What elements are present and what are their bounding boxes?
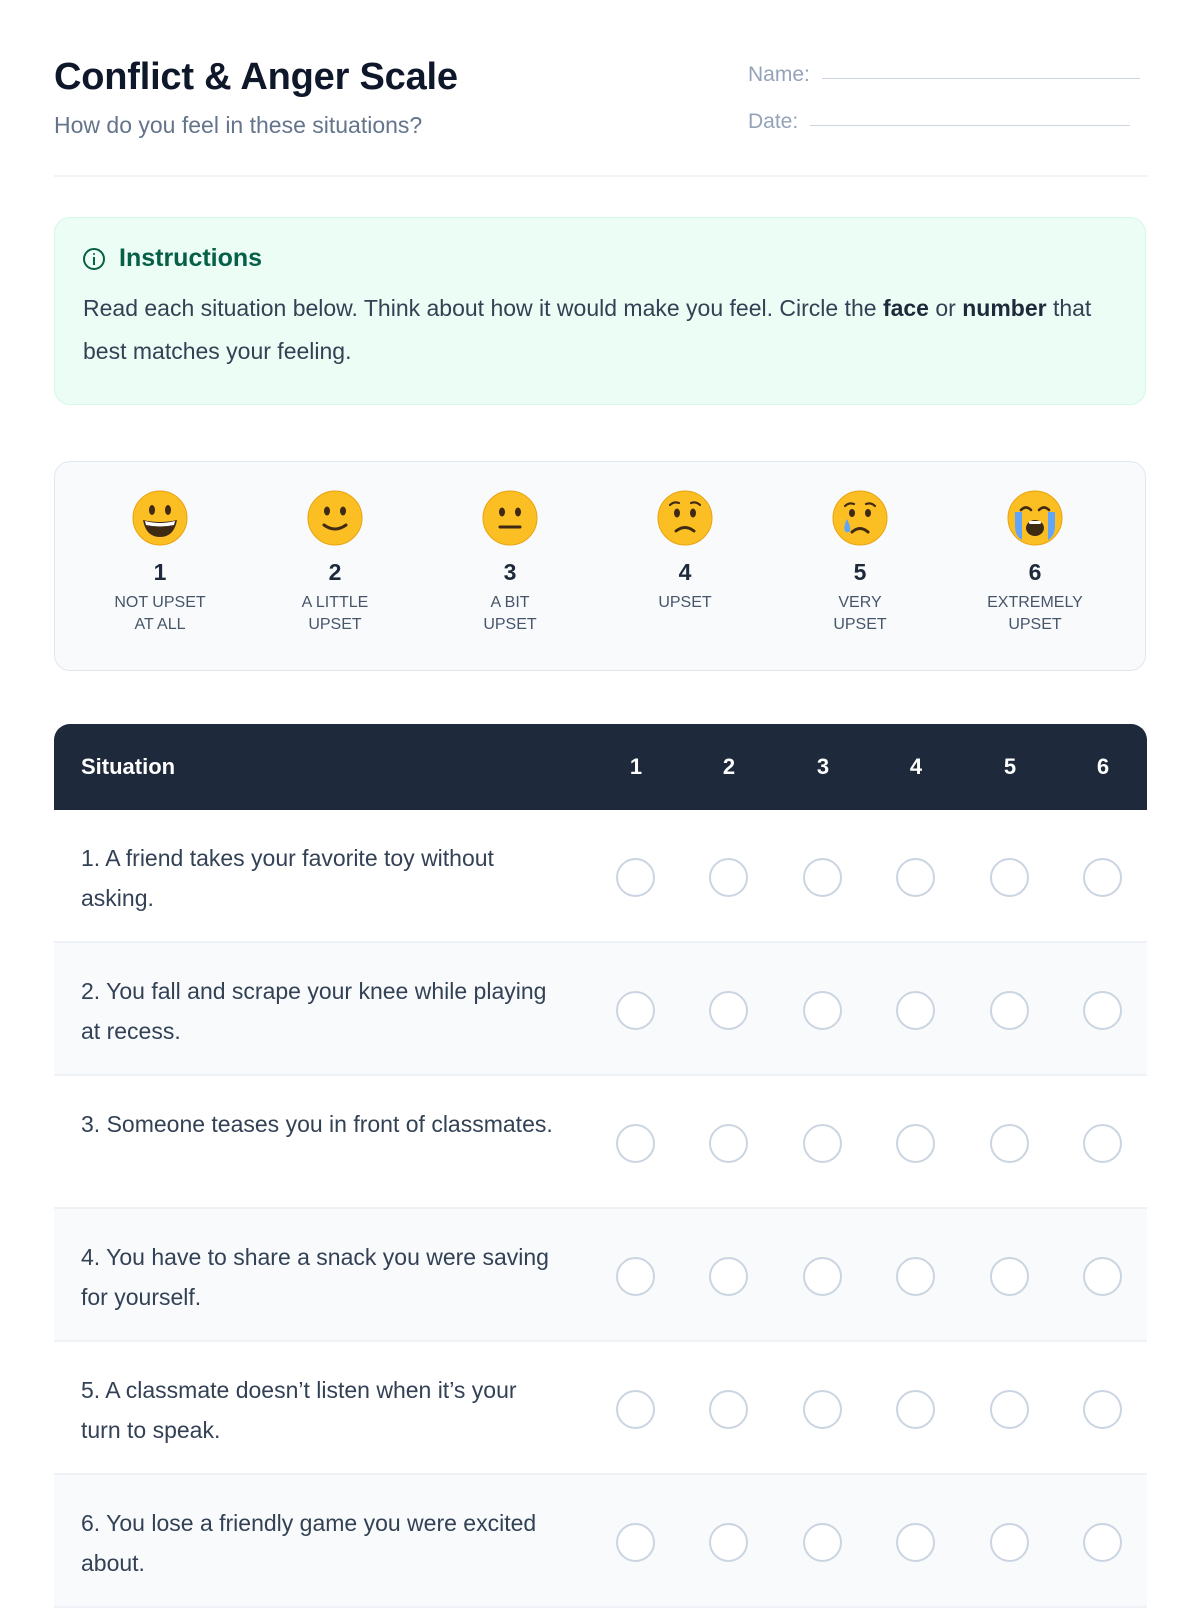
scale-label-line: UPSET: [658, 594, 712, 611]
table-row: [54, 1209, 1147, 1342]
scale-label-line: NOT UPSET: [114, 594, 206, 611]
rating-radio-1[interactable]: [616, 1124, 655, 1163]
rating-radio-3[interactable]: [803, 1390, 842, 1429]
rating-radio-1[interactable]: [616, 1257, 655, 1296]
rating-radio-4[interactable]: [896, 1257, 935, 1296]
rating-radio-1[interactable]: [616, 858, 655, 897]
instructions-text-part: Read each situation below. Think about how it would make you feel. Circle the: [83, 295, 883, 321]
column-header-situation: Situation: [81, 754, 176, 779]
scale-label-line: EXTREMELY: [987, 594, 1083, 611]
column-header-6: 6: [1096, 754, 1110, 779]
scale-label: [605, 592, 765, 614]
rating-radio-3[interactable]: [803, 1523, 842, 1562]
scale-number: 1: [153, 559, 167, 585]
scale-label-line: AT ALL: [134, 616, 186, 633]
scale-label-line: VERY: [838, 594, 882, 611]
rating-radio-5[interactable]: [990, 858, 1029, 897]
situation-text: 5. A classmate doesn’t listen when it’s your turn to speak.: [81, 1377, 517, 1443]
column-header-5: 5: [1003, 754, 1017, 779]
scale-label-line: A BIT: [490, 594, 530, 611]
situations-table: [54, 724, 1147, 1608]
scale-label-line: A LITTLE: [301, 594, 369, 611]
instructions-text-part: or: [928, 295, 963, 321]
scale-number: 6: [1028, 559, 1042, 585]
page-subtitle: How do you feel in these situations?: [54, 112, 423, 138]
scale-item-5[interactable]: [780, 490, 940, 636]
name-label: Name:: [748, 63, 810, 86]
scale-label-line: UPSET: [1008, 616, 1062, 633]
rating-radio-2[interactable]: [709, 1523, 748, 1562]
situation-text: 3. Someone teases you in front of classmates.: [81, 1111, 553, 1137]
rating-radio-4[interactable]: [896, 1390, 935, 1429]
situation-text: 6. You lose a friendly game you were excited about.: [81, 1510, 537, 1576]
scale-number: 5: [853, 559, 867, 585]
rating-radio-3[interactable]: [803, 991, 842, 1030]
date-label: Date:: [748, 110, 799, 133]
info-icon: [83, 248, 105, 270]
rating-radio-2[interactable]: [709, 1124, 748, 1163]
column-header-1: 1: [629, 754, 643, 779]
rating-radio-2[interactable]: [709, 858, 748, 897]
rating-radio-4[interactable]: [896, 991, 935, 1030]
rating-radio-5[interactable]: [990, 1523, 1029, 1562]
rating-radio-2[interactable]: [709, 1257, 748, 1296]
scale-number: 4: [678, 559, 692, 585]
rating-radio-5[interactable]: [990, 991, 1029, 1030]
instructions-title: Instructions: [119, 244, 263, 272]
scale-number: 3: [503, 559, 517, 585]
scale-item-2[interactable]: [255, 490, 415, 636]
table-row: [54, 810, 1147, 943]
rating-radio-1[interactable]: [616, 1523, 655, 1562]
scale-label-line: UPSET: [833, 616, 887, 633]
rating-radio-3[interactable]: [803, 1124, 842, 1163]
instructions-box: [54, 217, 1146, 405]
table-header: [54, 724, 1147, 810]
rating-radio-5[interactable]: [990, 1124, 1029, 1163]
situation-text: 2. You fall and scrape your knee while playing at recess.: [81, 978, 547, 1044]
table-row: [54, 943, 1147, 1076]
scale-label: [80, 592, 240, 636]
column-header-3: 3: [816, 754, 830, 779]
table-row: [54, 1342, 1147, 1475]
scale-item-4[interactable]: [605, 490, 765, 614]
instructions-text-part: that best matches your feeling.: [83, 295, 1092, 364]
table-row: [54, 1076, 1147, 1209]
rating-radio-1[interactable]: [616, 991, 655, 1030]
name-field[interactable]: [748, 63, 1140, 87]
rating-radio-5[interactable]: [990, 1390, 1029, 1429]
scale-item-3[interactable]: [430, 490, 590, 636]
rating-radio-4[interactable]: [896, 1523, 935, 1562]
neutral-face-icon: [482, 490, 538, 546]
instructions-text: [83, 287, 1117, 373]
header-divider: [54, 175, 1148, 177]
date-field[interactable]: [748, 110, 1130, 134]
rating-radio-4[interactable]: [896, 858, 935, 897]
instructions-bold-number: number: [962, 295, 1047, 321]
column-header-4: 4: [909, 754, 923, 779]
table-row: [54, 1475, 1147, 1608]
page-title: Conflict & Anger Scale: [54, 56, 458, 98]
rating-radio-6[interactable]: [1083, 1124, 1122, 1163]
rating-radio-4[interactable]: [896, 1124, 935, 1163]
slightly-smiling-face-icon: [307, 490, 363, 546]
crying-face-icon: [832, 490, 888, 546]
rating-scale-legend: [54, 461, 1146, 671]
scale-label-line: UPSET: [308, 616, 362, 633]
situation-text: 1. A friend takes your favorite toy without asking.: [81, 845, 494, 911]
scale-label: [955, 592, 1115, 636]
rating-radio-6[interactable]: [1083, 991, 1122, 1030]
scale-item-1[interactable]: [80, 490, 240, 636]
scale-label: [430, 592, 590, 636]
scale-label: [255, 592, 415, 636]
worried-face-icon: [657, 490, 713, 546]
rating-radio-1[interactable]: [616, 1390, 655, 1429]
scale-label-line: UPSET: [483, 616, 537, 633]
scale-item-6[interactable]: [955, 490, 1115, 636]
instructions-bold-face: face: [882, 295, 929, 321]
rating-radio-3[interactable]: [803, 858, 842, 897]
rating-radio-6[interactable]: [1083, 1523, 1122, 1562]
rating-radio-2[interactable]: [709, 1390, 748, 1429]
rating-radio-3[interactable]: [803, 1257, 842, 1296]
date-line[interactable]: [810, 125, 1130, 126]
instructions-header: [83, 244, 1117, 273]
loudly-crying-face-icon: [1007, 490, 1063, 546]
rating-radio-2[interactable]: [709, 991, 748, 1030]
name-line[interactable]: [822, 78, 1140, 79]
rating-radio-6[interactable]: [1083, 1257, 1122, 1296]
rating-radio-6[interactable]: [1083, 858, 1122, 897]
rating-radio-6[interactable]: [1083, 1390, 1122, 1429]
grinning-face-icon: [132, 490, 188, 546]
scale-label: [780, 592, 940, 636]
rating-radio-5[interactable]: [990, 1257, 1029, 1296]
situation-text: 4. You have to share a snack you were saving for yourself.: [81, 1244, 549, 1310]
scale-number: 2: [328, 559, 342, 585]
column-header-2: 2: [722, 754, 736, 779]
